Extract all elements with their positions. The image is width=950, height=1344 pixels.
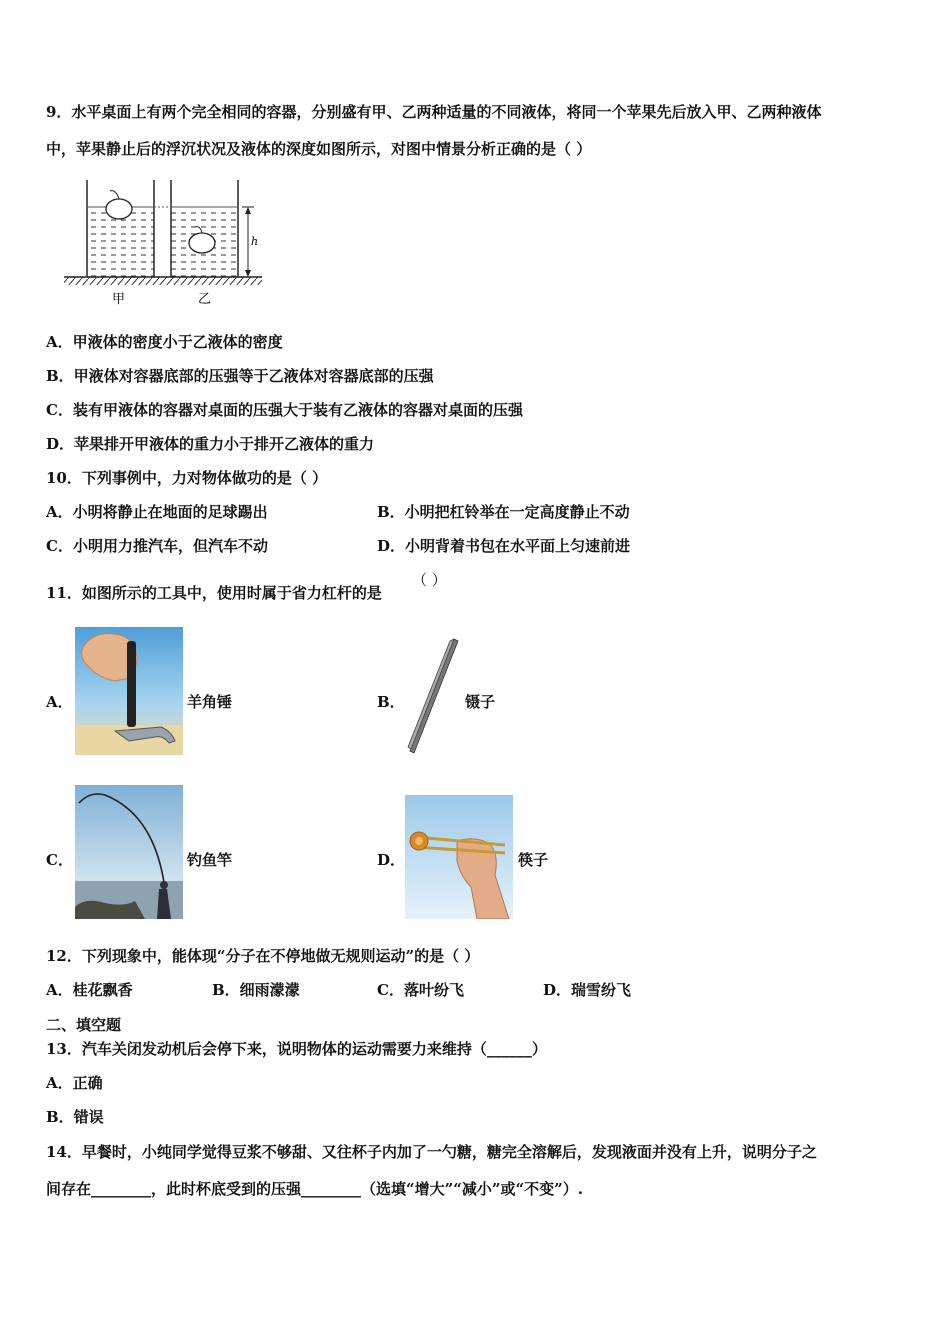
q9-option-c: C．装有甲液体的容器对桌面的压强大于装有乙液体的容器对桌面的压强 (46, 401, 523, 419)
label-jia: 甲 (112, 292, 126, 307)
q10-stem: 10．下列事例中，力对物体做功的是（ ） (46, 469, 328, 487)
q10-option-c: C．小明用力推汽车，但汽车不动 (46, 537, 268, 555)
q10-option-a: A．小明将静止在地面的足球踢出 (46, 503, 268, 521)
q11-option-a-label: 羊角锤 (187, 693, 233, 711)
q10-option-b: B．小明把杠铃举在一定高度静止不动 (377, 503, 630, 521)
q12-stem: 12．下列现象中，能体现“分子在不停地做无规则运动”的是（ ） (46, 947, 480, 965)
q12-option-d: D．瑞雪纷飞 (543, 981, 632, 999)
q12-option-c: C．落叶纷飞 (377, 981, 464, 999)
q12-option-b: B．细雨濛濛 (212, 981, 300, 999)
q11-option-c-label: 钓鱼竿 (187, 851, 233, 869)
q9-stem-line2: 中，苹果静止后的浮沉状况及液体的深度如图所示，对图中情景分析正确的是（ ） (46, 140, 592, 158)
container-yi (171, 180, 238, 277)
q11-option-b-letter: B． (377, 693, 405, 711)
q13-option-a: A．正确 (46, 1074, 103, 1092)
q13-option-b: B．错误 (46, 1108, 104, 1126)
q10-option-d: D．小明背着书包在水平面上匀速前进 (377, 537, 631, 555)
claw-hammer-image (75, 627, 183, 755)
q11-option-d-letter: D． (377, 851, 406, 869)
q14-stem-line1: 14．早餐时，小纯同学觉得豆浆不够甜、又往杯子内加了一勺糖，糖完全溶解后，发现液面并没有上升，说明分子之 (46, 1143, 817, 1161)
q11-option-d-label: 筷子 (518, 851, 549, 869)
apple-floating (106, 199, 132, 219)
q9-option-d: D．苹果排开甲液体的重力小于排开乙液体的重力 (46, 435, 375, 453)
container-jia (87, 180, 154, 277)
q11-option-a-letter: A． (46, 693, 73, 711)
height-arrow (242, 207, 258, 277)
q11-option-b-label: 镊子 (465, 693, 496, 711)
q9-option-a: A．甲液体的密度小于乙液体的密度 (46, 333, 283, 351)
q11-option-c-letter: C． (46, 851, 73, 869)
label-yi: 乙 (198, 292, 212, 307)
q9-stem-line1: 9．水平桌面上有两个完全相同的容器，分别盛有甲、乙两种适量的不同液体，将同一个苹果先后放入甲、乙两种液体 (46, 103, 822, 121)
section-title-fill-in: 二、填空题 (46, 1016, 122, 1034)
q13-stem: 13．汽车关闭发动机后会停下来，说明物体的运动需要力来维持（______） (46, 1040, 547, 1058)
q12-option-a: A．桂花飘香 (46, 981, 133, 999)
chopsticks-image (405, 795, 513, 919)
q11-paren: （ ） (412, 571, 447, 589)
tweezers-image (404, 635, 462, 757)
q14-stem-line2: 间存在________，此时杯底受到的压强________（选填“增大”“减小”或“不变”）. (46, 1180, 583, 1198)
q11-stem: 11．如图所示的工具中，使用时属于省力杠杆的是 (46, 584, 382, 602)
apple-suspended (189, 233, 215, 253)
q9-figure-containers (60, 175, 270, 310)
fishing-rod-image (75, 785, 183, 919)
q9-option-b: B．甲液体对容器底部的压强等于乙液体对容器底部的压强 (46, 367, 434, 385)
label-h: h (251, 235, 259, 248)
